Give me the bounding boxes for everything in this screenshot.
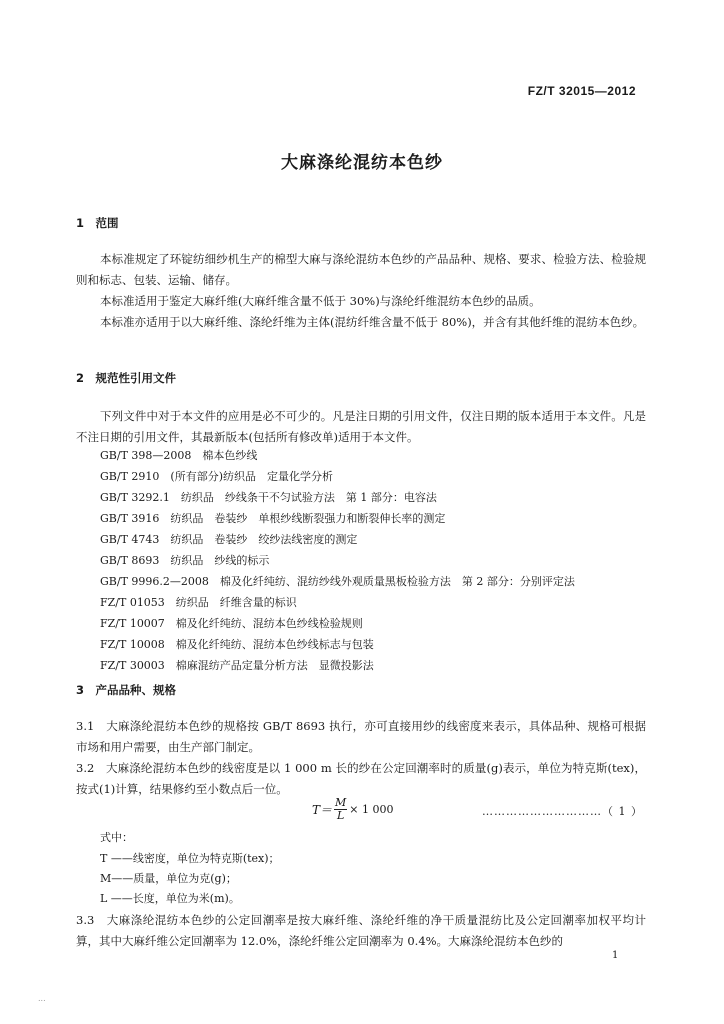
section-3-heading: 3 产品品种、规格 xyxy=(76,683,177,697)
where-label: 式中： xyxy=(100,831,133,844)
formula-denominator: L xyxy=(336,809,345,822)
where-item: T ——线密度，单位为特克斯(tex)； xyxy=(100,852,280,865)
reference-item: GB/T 8693 纺织品 纱线的标示 xyxy=(100,554,270,567)
standard-number: FZ/T 32015—2012 xyxy=(527,84,636,98)
clause-3-1: 3.1 大麻涤纶混纺本色纱的规格按 GB/T 8693 执行，亦可直接用纱的线密度来表示，具体品种、规格可根据市场和用户需要，由生产部门制定。 xyxy=(76,719,646,754)
formula-fraction xyxy=(334,797,347,822)
reference-item: FZ/T 01053 纺织品 纤维含量的标识 xyxy=(100,596,297,609)
scan-mark: ... xyxy=(38,994,46,1003)
section-1-para-2: 本标准适用于鉴定大麻纤维(大麻纤维含量不低于 30%)与涤纶纤维混纺本色纱的品质。 xyxy=(100,294,541,308)
reference-item: GB/T 2910 (所有部分)纺织品 定量化学分析 xyxy=(100,470,333,483)
reference-item: GB/T 4743 纺织品 卷装纱 绞纱法线密度的测定 xyxy=(100,533,358,546)
page-number: 1 xyxy=(612,950,619,961)
formula-rhs: × 1 000 xyxy=(349,803,394,816)
formula xyxy=(312,797,394,822)
section-2-heading: 2 规范性引用文件 xyxy=(76,371,177,385)
reference-item: FZ/T 10007 棉及化纤纯纺、混纺本色纱线检验规则 xyxy=(100,617,363,630)
reference-item: GB/T 398—2008 棉本色纱线 xyxy=(100,449,258,462)
clause-3-3: 3.3 大麻涤纶混纺本色纱的公定回潮率是按大麻纤维、涤纶纤维的净干质量混纺比及公定回潮率加权平均计算，其中大麻纤维公定回潮率为 12.0%，涤纶纤维公定回潮率为 0.4%。大麻涤纶混纺本色纱的 xyxy=(76,913,646,948)
reference-item: GB/T 3292.1 纺织品 纱线条干不匀试验方法 第 1 部分：电容法 xyxy=(100,491,437,504)
section-1-para-3: 本标准亦适用于以大麻纤维、涤纶纤维为主体(混纺纤维含量不低于 80%)，并含有其他纤维的混纺本色纱。 xyxy=(100,315,645,329)
section-1-para-1: 本标准规定了环锭纺细纱机生产的棉型大麻与涤纶混纺本色纱的产品品种、规格、要求、检验方法、检验规则和标志、包装、运输、储存。 xyxy=(76,252,646,287)
clause-3-2: 3.2 大麻涤纶混纺本色纱的线密度是以 1 000 m 长的纱在公定回潮率时的质量(g)表示，单位为特克斯(tex)，按式(1)计算，结果修约至小数点后一位。 xyxy=(76,761,646,796)
reference-item: FZ/T 30003 棉麻混纺产品定量分析方法 显微投影法 xyxy=(100,659,374,672)
formula-numerator: M xyxy=(335,796,347,809)
where-item: L ——长度，单位为米(m)。 xyxy=(100,892,240,905)
document-title: 大麻涤纶混纺本色纱 xyxy=(281,153,443,173)
section-2-intro: 下列文件中对于本文件的应用是必不可少的。凡是注日期的引用文件，仅注日期的版本适用于本文件。凡是不注日期的引用文件，其最新版本(包括所有修改单)适用于本文件。 xyxy=(76,409,646,444)
section-1-heading: 1 范围 xyxy=(76,216,119,230)
where-item: M——质量，单位为克(g)； xyxy=(100,872,237,885)
reference-item: GB/T 9996.2—2008 棉及化纤纯纺、混纺纱线外观质量黑板检验方法 第 2 部分：分别评定法 xyxy=(100,575,575,588)
reference-item: FZ/T 10008 棉及化纤纯纺、混纺本色纱线标志与包装 xyxy=(100,638,374,651)
equation-number: …………………………（ 1 ） xyxy=(482,805,643,818)
formula-lhs: T＝ xyxy=(312,803,333,817)
reference-item: GB/T 3916 纺织品 卷装纱 单根纱线断裂强力和断裂伸长率的测定 xyxy=(100,512,446,525)
